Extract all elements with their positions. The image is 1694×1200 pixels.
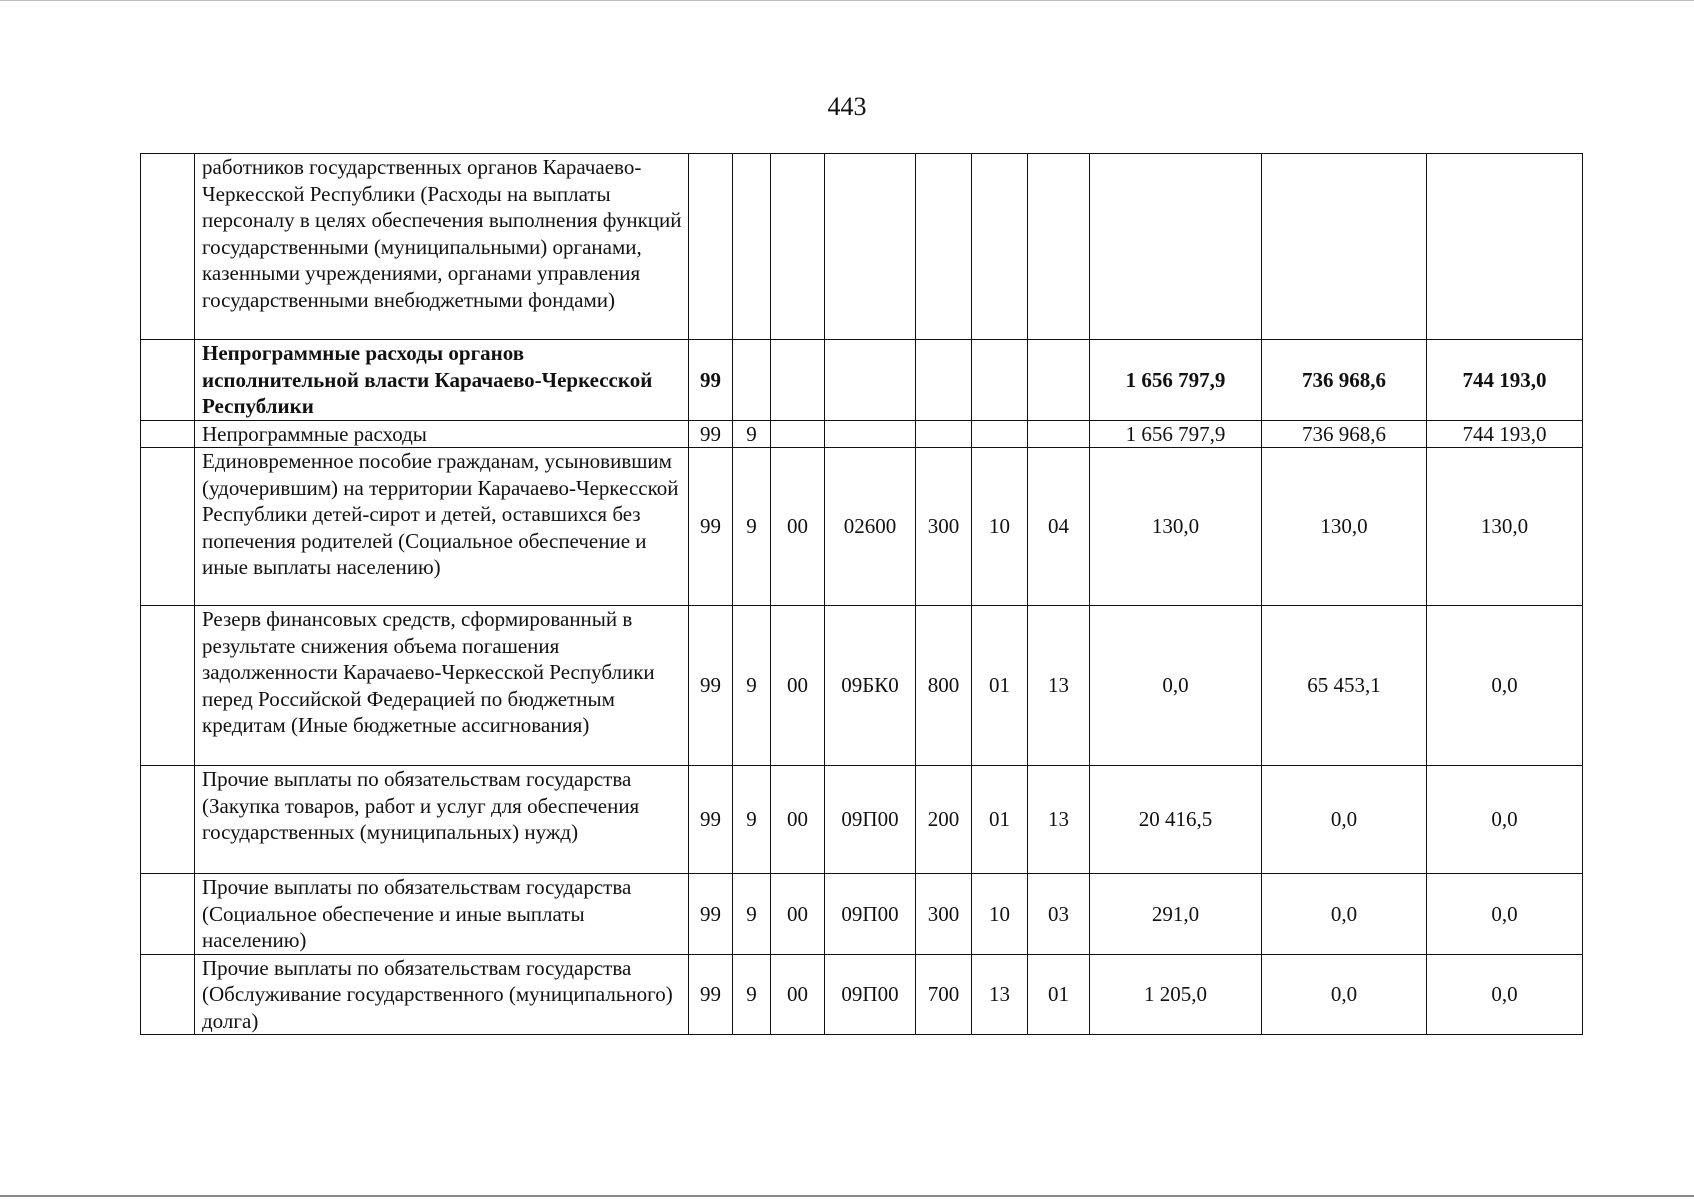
table-row [141, 954, 1583, 1035]
direction-code [825, 154, 916, 340]
amount-year-3: 0,0 [1427, 766, 1583, 874]
amount-year-2: 0,0 [1262, 954, 1427, 1035]
program-code: 99 [689, 766, 733, 874]
amount-year-1 [1090, 154, 1262, 340]
row-description: Прочие выплаты по обязательствам государства (Обслуживание государственного (муниципального) долга) [195, 954, 689, 1035]
subsection: 03 [1028, 874, 1090, 955]
amount-year-3: 0,0 [1427, 874, 1583, 955]
program-code: 99 [689, 340, 733, 421]
table-row [141, 606, 1583, 766]
amount-year-3 [1427, 154, 1583, 340]
expense-type: 200 [916, 766, 972, 874]
amount-year-2: 736 968,6 [1262, 420, 1427, 448]
row-number-cell [141, 154, 195, 340]
direction-code [825, 340, 916, 421]
amount-year-1: 130,0 [1090, 448, 1262, 606]
program-code [689, 154, 733, 340]
expense-type: 300 [916, 448, 972, 606]
row-description: Непрограммные расходы органов исполнительной власти Карачаево-Черкесской Республики [195, 340, 689, 421]
table-row [141, 154, 1583, 340]
row-description: работников государственных органов Карачаево-Черкесской Республики (Расходы на выплаты персоналу в целях обеспечения выполнения функций государственными (муниципальными) органами, казенными учреждениями, органами управления государственными внебюджетными фондами) [195, 154, 689, 340]
direction-code [825, 420, 916, 448]
program-code: 99 [689, 448, 733, 606]
group-code [771, 154, 825, 340]
subsection [1028, 154, 1090, 340]
row-description: Непрограммные расходы [195, 420, 689, 448]
amount-year-3: 130,0 [1427, 448, 1583, 606]
row-number-cell [141, 954, 195, 1035]
amount-year-1: 0,0 [1090, 606, 1262, 766]
table-row [141, 874, 1583, 955]
table-row [141, 766, 1583, 874]
section: 10 [972, 448, 1028, 606]
amount-year-1: 291,0 [1090, 874, 1262, 955]
budget-table [140, 153, 1583, 1035]
section: 13 [972, 954, 1028, 1035]
amount-year-1: 1 656 797,9 [1090, 420, 1262, 448]
amount-year-2: 0,0 [1262, 874, 1427, 955]
amount-year-2 [1262, 154, 1427, 340]
subprogram-code: 9 [733, 606, 771, 766]
page-number: 443 [827, 92, 867, 121]
expense-type [916, 154, 972, 340]
subsection [1028, 420, 1090, 448]
subprogram-code: 9 [733, 420, 771, 448]
group-code: 00 [771, 766, 825, 874]
program-code: 99 [689, 874, 733, 955]
subprogram-code [733, 154, 771, 340]
group-code: 00 [771, 874, 825, 955]
amount-year-1: 1 656 797,9 [1090, 340, 1262, 421]
expense-type: 700 [916, 954, 972, 1035]
subsection: 13 [1028, 606, 1090, 766]
amount-year-3: 0,0 [1427, 954, 1583, 1035]
amount-year-1: 20 416,5 [1090, 766, 1262, 874]
direction-code: 09П00 [825, 954, 916, 1035]
program-code: 99 [689, 954, 733, 1035]
amount-year-2: 130,0 [1262, 448, 1427, 606]
direction-code: 02600 [825, 448, 916, 606]
amount-year-2: 736 968,6 [1262, 340, 1427, 421]
subprogram-code: 9 [733, 448, 771, 606]
group-code [771, 340, 825, 421]
section: 10 [972, 874, 1028, 955]
expense-type [916, 420, 972, 448]
table-row [141, 448, 1583, 606]
subprogram-code: 9 [733, 874, 771, 955]
expense-type [916, 340, 972, 421]
program-code: 99 [689, 606, 733, 766]
section: 01 [972, 766, 1028, 874]
row-description: Единовременное пособие гражданам, усыновившим (удочерившим) на территории Карачаево-Черкесской Республики детей-сирот и детей, оставшихся без попечения родителей (Социальное обеспечение и иные выплаты населению) [195, 448, 689, 606]
group-code: 00 [771, 448, 825, 606]
scan-edge-bottom [0, 1195, 1694, 1197]
subsection [1028, 340, 1090, 421]
table-row [141, 420, 1583, 448]
row-description: Прочие выплаты по обязательствам государства (Социальное обеспечение и иные выплаты населению) [195, 874, 689, 955]
section [972, 154, 1028, 340]
subsection: 01 [1028, 954, 1090, 1035]
amount-year-2: 0,0 [1262, 766, 1427, 874]
amount-year-3: 744 193,0 [1427, 420, 1583, 448]
group-code [771, 420, 825, 448]
expense-type: 800 [916, 606, 972, 766]
subprogram-code [733, 340, 771, 421]
program-code: 99 [689, 420, 733, 448]
row-number-cell [141, 448, 195, 606]
amount-year-3: 0,0 [1427, 606, 1583, 766]
row-description: Прочие выплаты по обязательствам государства (Закупка товаров, работ и услуг для обеспечения государственных (муниципальных) нужд) [195, 766, 689, 874]
section [972, 340, 1028, 421]
direction-code: 09БК0 [825, 606, 916, 766]
row-number-cell [141, 766, 195, 874]
section: 01 [972, 606, 1028, 766]
amount-year-1: 1 205,0 [1090, 954, 1262, 1035]
subsection: 13 [1028, 766, 1090, 874]
subsection: 04 [1028, 448, 1090, 606]
subprogram-code: 9 [733, 954, 771, 1035]
amount-year-3: 744 193,0 [1427, 340, 1583, 421]
table-body [141, 154, 1583, 1035]
amount-year-2: 65 453,1 [1262, 606, 1427, 766]
row-number-cell [141, 606, 195, 766]
row-number-cell [141, 340, 195, 421]
row-number-cell [141, 874, 195, 955]
group-code: 00 [771, 606, 825, 766]
direction-code: 09П00 [825, 766, 916, 874]
direction-code: 09П00 [825, 874, 916, 955]
row-number-cell [141, 420, 195, 448]
table-row [141, 340, 1583, 421]
group-code: 00 [771, 954, 825, 1035]
expense-type: 300 [916, 874, 972, 955]
section [972, 420, 1028, 448]
row-description: Резерв финансовых средств, сформированный в результате снижения объема погашения задолженности Карачаево-Черкесской Республики перед Российской Федерацией по бюджетным кредитам (Иные бюджетные ассигнования) [195, 606, 689, 766]
subprogram-code: 9 [733, 766, 771, 874]
scan-edge-top [0, 0, 1694, 1]
